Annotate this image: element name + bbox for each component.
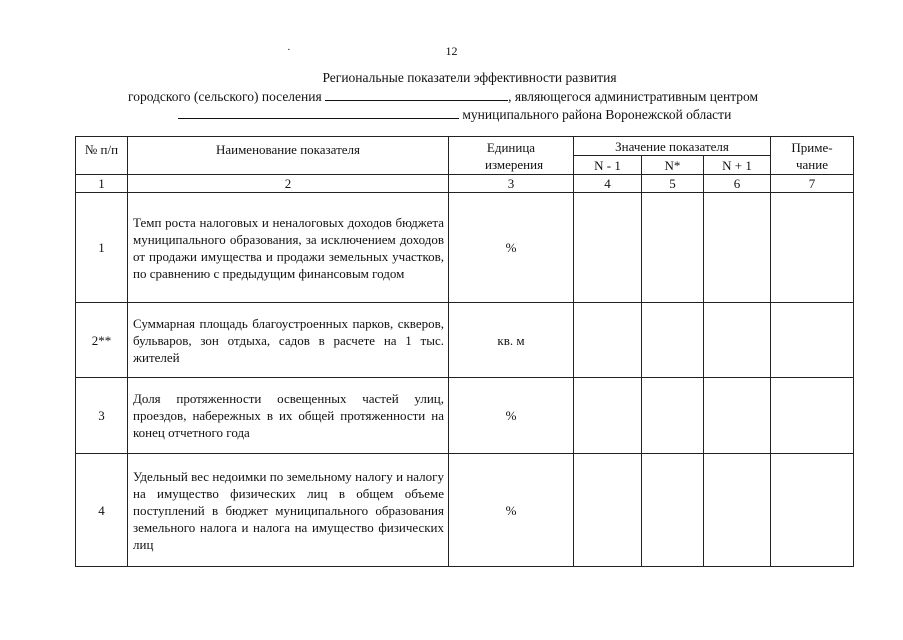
row-number: 4 [76,454,128,567]
header-note: Приме- чание [771,137,854,175]
row-number: 1 [76,193,128,303]
value-n-plus-1-cell [704,378,771,454]
indicator-unit: % [449,193,574,303]
title-line-1: Региональные показатели эффективности развития [322,70,617,85]
district-name-blank [178,106,459,119]
value-n-minus-1-cell [574,193,642,303]
scan-speck: · [287,44,291,56]
value-n-star-cell [642,193,704,303]
note-cell [771,378,854,454]
value-n-star-cell [642,378,704,454]
indicator-name: Доля протяженности освещенных частей улиц, проездов, набережных в их общей протяженности на конец отчетного года [128,378,449,454]
title-line-2 [128,88,758,105]
column-number: 4 [574,175,642,193]
header-n-plus-1: N + 1 [704,156,771,175]
title-line-3 [178,106,731,123]
table-row [76,303,854,378]
header-value-group: Значение показателя [574,137,771,156]
row-number: 3 [76,378,128,454]
table-row [76,193,854,303]
indicator-name: Темп роста налоговых и неналоговых доходов бюджета муниципального образования, за исключением доходов от продажи имущества и продажи земельных участков, по сравнению с предыдущим финансовым годом [128,193,449,303]
header-n-minus-1: N - 1 [574,156,642,175]
column-number: 7 [771,175,854,193]
column-number: 1 [76,175,128,193]
header-n-star: N* [642,156,704,175]
indicator-name: Удельный вес недоимки по земельному налогу и налогу на имущество физических лиц в общем объеме поступлений в бюджет муниципального образования земельного налога и налога на имущество физических лиц [128,454,449,567]
value-n-minus-1-cell [574,303,642,378]
value-n-plus-1-cell [704,193,771,303]
title-line-2-prefix: городского (сельского) поселения [128,89,322,104]
indicator-unit: % [449,454,574,567]
title-line-2-suffix: , являющегося административным центром [508,89,759,104]
title-line-3-suffix: муниципального района Воронежской области [462,107,732,122]
value-n-plus-1-cell [704,303,771,378]
indicators-table [75,136,854,567]
value-n-star-cell [642,303,704,378]
page-number: 12 [445,44,458,58]
note-cell [771,303,854,378]
indicator-name: Суммарная площадь благоустроенных парков, скверов, бульваров, зон отдыха, садов в расчете на 1 тыс. жителей [128,303,449,378]
indicator-unit: % [449,378,574,454]
header-name: Наименование показателя [128,137,449,175]
row-number: 2** [76,303,128,378]
column-number: 2 [128,175,449,193]
value-n-minus-1-cell [574,378,642,454]
header-unit: Единица измерения [449,137,574,175]
table-row [76,378,854,454]
settlement-name-blank [325,88,508,101]
column-number: 6 [704,175,771,193]
value-n-star-cell [642,454,704,567]
indicator-unit: кв. м [449,303,574,378]
value-n-minus-1-cell [574,454,642,567]
header-number: № п/п [76,137,128,175]
column-number: 3 [449,175,574,193]
column-number: 5 [642,175,704,193]
note-cell [771,193,854,303]
table-row [76,454,854,567]
value-n-plus-1-cell [704,454,771,567]
note-cell [771,454,854,567]
